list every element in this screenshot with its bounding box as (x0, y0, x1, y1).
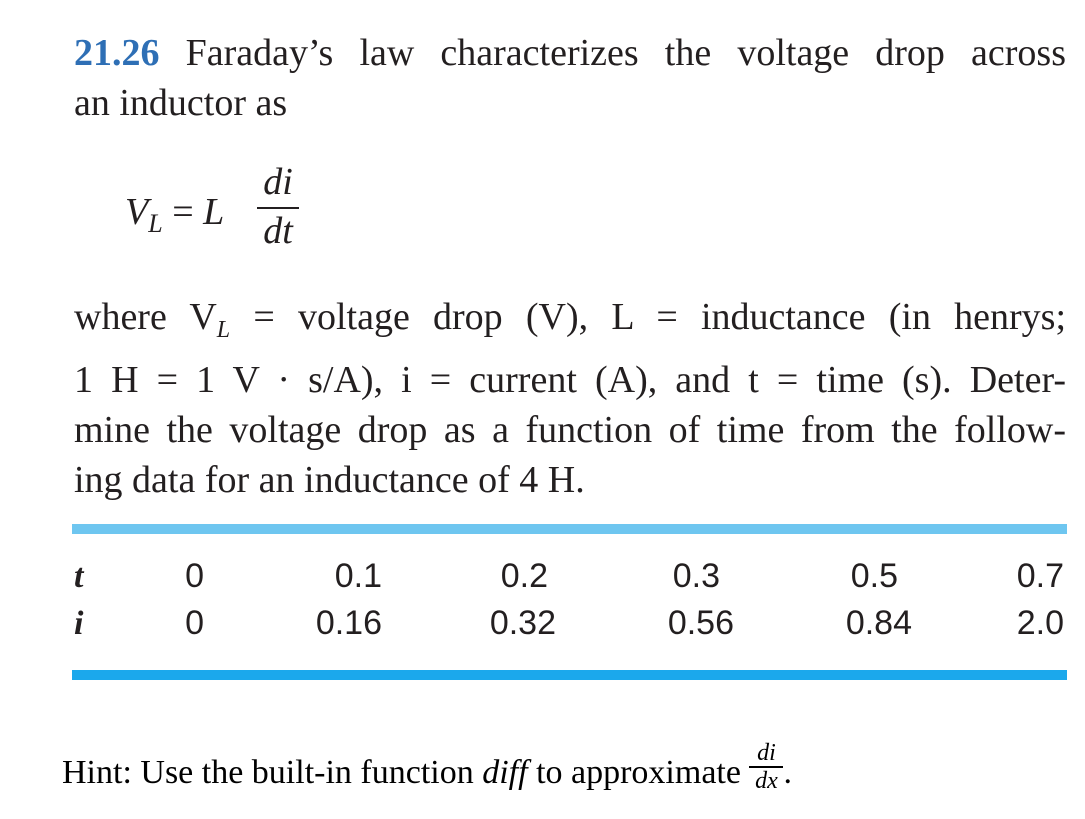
t-value: 0.1 (334, 557, 382, 595)
definitions-line-1: where $V_L$ = voltage drop (V), L = inductance (in henrys; (74, 296, 1067, 343)
row-label-t: t (74, 558, 84, 595)
hint-denominator: dx (755, 768, 778, 794)
hint-prefix: Hint: Use the built-in function (62, 753, 483, 791)
i-value: 0.84 (845, 604, 912, 642)
table-top-rule (72, 524, 1067, 534)
equation-denominator: dt (263, 210, 293, 252)
definitions-line-2: 1 H = 1 V · s/A), i = current (A), and t = time (s). Deter- (74, 359, 1066, 401)
i-value: 0.16 (315, 604, 382, 642)
equation-derivative (257, 160, 299, 253)
definitions-line-3: mine the voltage drop as a function of time from the follow- (74, 409, 1066, 451)
t-value: 0.5 (850, 557, 898, 595)
problem-number: 21.26 (74, 32, 160, 74)
problem-intro-line-2: an inductor as (74, 82, 288, 124)
t-value: 0.3 (672, 557, 720, 595)
definitions-line-4: ing data for an inductance of 4 H. (74, 459, 585, 501)
i-value: 0.56 (667, 604, 734, 642)
definitions-paragraph (74, 292, 1066, 505)
equation-numerator: di (263, 161, 293, 203)
t-value: 0 (185, 557, 204, 595)
problem-intro-line-1 (74, 28, 1066, 78)
table-bottom-rule (72, 670, 1067, 680)
hint-middle: to approximate (527, 753, 750, 791)
i-value: 2.0 (1016, 604, 1064, 642)
hint-numerator: di (757, 740, 776, 766)
hint-derivative (749, 740, 783, 794)
equation-lhs (125, 190, 224, 239)
t-value: 0.2 (500, 557, 548, 595)
equation-inductance-symbol: L (203, 191, 225, 233)
equation-voltage-symbol: V (125, 191, 149, 233)
hint-period: . (783, 753, 792, 791)
equation-voltage-subscript: L (148, 209, 163, 238)
problem-statement (74, 28, 1066, 128)
hint-text (62, 740, 792, 802)
equation-equals: = (172, 191, 194, 233)
intro-text-1: Faraday’s law characterizes the voltage drop across (185, 32, 1067, 74)
t-value: 0.7 (1016, 557, 1064, 595)
i-value: 0.32 (489, 604, 556, 642)
i-value: 0 (185, 604, 204, 642)
row-label-i: i (74, 605, 84, 642)
hint-function-name: diff (482, 753, 528, 791)
